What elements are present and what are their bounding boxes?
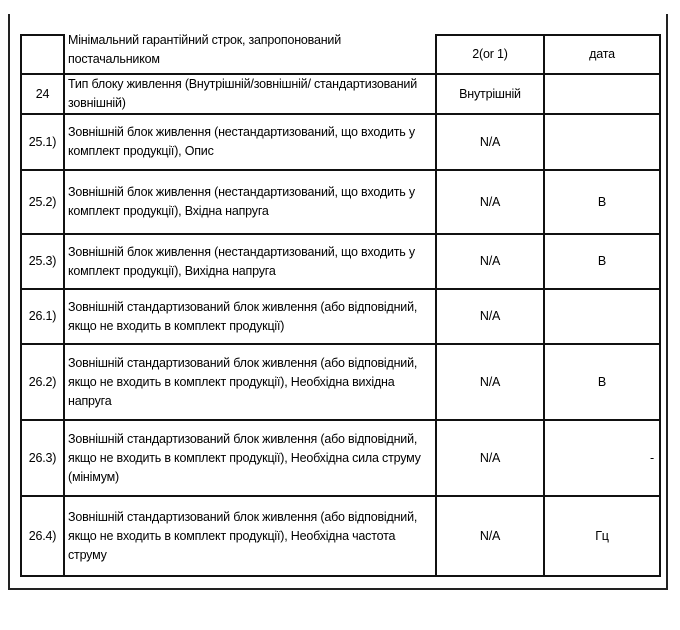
row-unit: В xyxy=(544,234,660,289)
row-value: Внутрішній xyxy=(436,74,544,114)
row-number: 25.3) xyxy=(21,234,64,289)
row-unit: - xyxy=(544,420,660,496)
row-value: 2(or 1) xyxy=(436,35,544,74)
row-unit: Гц xyxy=(544,496,660,576)
row-value: N/A xyxy=(436,234,544,289)
row-description: Зовнішній стандартизований блок живлення (або відповідний, якщо не входить в комплект продукції) xyxy=(64,289,436,344)
row-number: 26.2) xyxy=(21,344,64,420)
row-unit: В xyxy=(544,344,660,420)
row-number xyxy=(21,35,64,74)
row-description xyxy=(64,35,436,74)
power-supply-spec-table xyxy=(20,34,661,577)
row-description: Зовнішній стандартизований блок живлення (або відповідний, якщо не входить в комплект продукції), Необхідна вихідна напруга xyxy=(64,344,436,420)
row-number: 25.1) xyxy=(21,114,64,170)
row-number: 25.2) xyxy=(21,170,64,234)
row-description: Зовнішній стандартизований блок живлення (або відповідний, якщо не входить в комплект продукції), Необхідна частота струму xyxy=(64,496,436,576)
row-value: N/A xyxy=(436,420,544,496)
table-row xyxy=(21,344,660,420)
table-row xyxy=(21,114,660,170)
row-description: Зовнішній стандартизований блок живлення (або відповідний, якщо не входить в комплект продукції), Необхідна сила струму (мінімум) xyxy=(64,420,436,496)
row-description-text: Мінімальний гарантійний строк, запропонований постачальником xyxy=(68,33,341,66)
row-number: 26.1) xyxy=(21,289,64,344)
row-description: Зовнішній блок живлення (нестандартизований, що входить у комплект продукції), Вхідна напруга xyxy=(64,170,436,234)
row-value: N/A xyxy=(436,344,544,420)
table-row xyxy=(21,74,660,114)
row-number: 24 xyxy=(21,74,64,114)
row-value: N/A xyxy=(436,170,544,234)
row-unit xyxy=(544,289,660,344)
row-unit: В xyxy=(544,170,660,234)
row-description: Зовнішній блок живлення (нестандартизований, що входить у комплект продукції), Вихідна напруга xyxy=(64,234,436,289)
row-description: Тип блоку живлення (Внутрішній/зовнішній/ стандартизований зовнішній) xyxy=(64,74,436,114)
row-unit xyxy=(544,74,660,114)
row-unit xyxy=(544,114,660,170)
table-row xyxy=(21,496,660,576)
table-row xyxy=(21,420,660,496)
table-row xyxy=(21,170,660,234)
row-unit: дата xyxy=(544,35,660,74)
table-row xyxy=(21,234,660,289)
table-row xyxy=(21,289,660,344)
row-number: 26.3) xyxy=(21,420,64,496)
row-description: Зовнішній блок живлення (нестандартизований, що входить у комплект продукції), Опис xyxy=(64,114,436,170)
row-value: N/A xyxy=(436,289,544,344)
row-value: N/A xyxy=(436,114,544,170)
row-value: N/A xyxy=(436,496,544,576)
row-number: 26.4) xyxy=(21,496,64,576)
table-row-warranty xyxy=(21,35,660,74)
